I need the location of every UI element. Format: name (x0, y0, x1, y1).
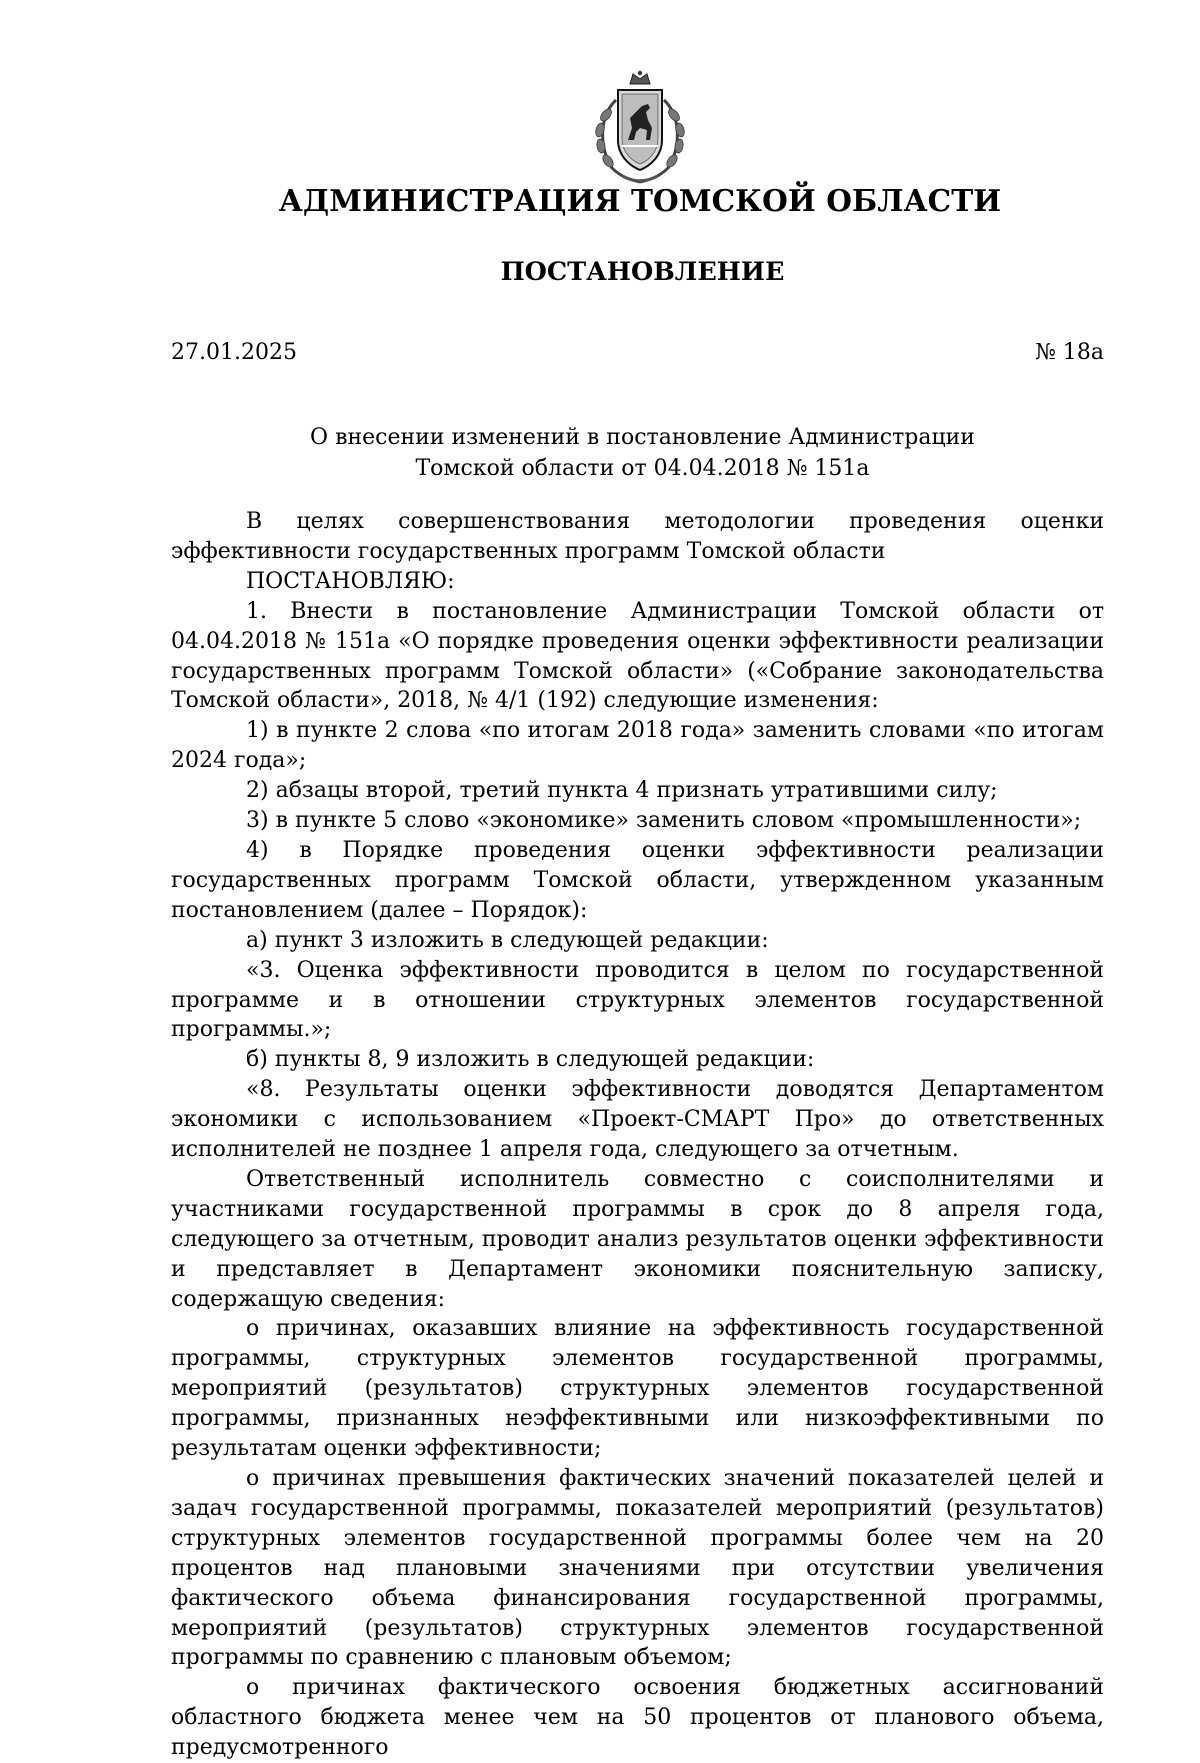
body-paragraph: 4) в Порядке проведения оценки эффективности реализации государственных программ Томской области, утвержденном указанным постановлением (далее – Порядок): (171, 837, 1104, 923)
body-paragraph: а) пункт 3 изложить в следующей редакции: (246, 927, 769, 953)
document-type-heading: ПОСТАНОВЛЕНИЕ (500, 257, 785, 287)
coat-of-arms-icon (586, 70, 694, 188)
document-number: № 18а (1035, 340, 1104, 365)
body-paragraph: 2) абзацы второй, третий пункта 4 признать утратившими силу; (246, 778, 998, 804)
body-paragraph: о причинах фактического освоения бюджетных ассигнований областного бюджета менее чем на 50 процентов от планового объема, предусмотренного (171, 1675, 1104, 1761)
document-date: 27.01.2025 (171, 340, 297, 365)
body-paragraph: «8. Результаты оценки эффективности доводятся Департаментом экономики с использованием «Проект-СМАРТ Про» до ответственных исполнителей не позднее 1 апреля года, следующего за отчетным. (171, 1077, 1104, 1163)
body-paragraph: Ответственный исполнитель совместно с соисполнителями и участниками государственной программы в срок до 8 апреля года, следующего за отчетным, проводит анализ результатов оценки эффективности и представляет в Департамент экономики пояснительную записку, содержащую сведения: (171, 1166, 1104, 1312)
organization-title: АДМИНИСТРАЦИЯ ТОМСКОЙ ОБЛАСТИ (278, 183, 1002, 218)
body-paragraph: о причинах, оказавших влияние на эффективность государственной программы, структурных элементов государственной программы, мероприятий (результатов) структурных элементов государственной программы, признанных неэффективными или низкоэффективными по результатам оценки эффективности; (171, 1316, 1104, 1462)
body-paragraph: о причинах превышения фактических значений показателей целей и задач государственной программы, показателей мероприятий (результатов) структурных элементов государственной программы более чем на 20 процентов над плановыми значениями при отсутствии увеличения фактического объема финансирования государственной программы, мероприятий (результатов) структурных элементов государственной программы по сравнению с плановым объемом; (171, 1466, 1104, 1671)
subject-line: Томской области от 04.04.2018 № 151а (415, 456, 870, 481)
body-paragraph: 3) в пункте 5 слово «экономике» заменить словом «промышленности»; (246, 808, 1082, 834)
body-paragraph: б) пункты 8, 9 изложить в следующей редакции: (246, 1047, 815, 1073)
resolution-keyword: ПОСТАНОВЛЯЮ: (246, 568, 455, 594)
body-paragraph: 1. Внести в постановление Администрации Томской области от 04.04.2018 № 151а «О порядке проведения оценки эффективности реализации государственных программ Томской области» («Собрание законодательства Томской области», 2018, № 4/1 (192) следующие изменения: (171, 598, 1104, 714)
document-body (171, 507, 1104, 1763)
body-paragraph: В целях совершенствования методологии проведения оценки эффективности государственных программ Томской области (171, 509, 1104, 564)
subject-line: О внесении изменений в постановление Администрации (310, 425, 975, 450)
document-subject (0, 422, 1200, 484)
body-paragraph: 1) в пункте 2 слова «по итогам 2018 года» заменить словами «по итогам 2024 года»; (171, 718, 1104, 774)
body-paragraph: «3. Оценка эффективности проводится в целом по государственной программе и в отношении структурных элементов государственной программы.»; (171, 957, 1104, 1043)
